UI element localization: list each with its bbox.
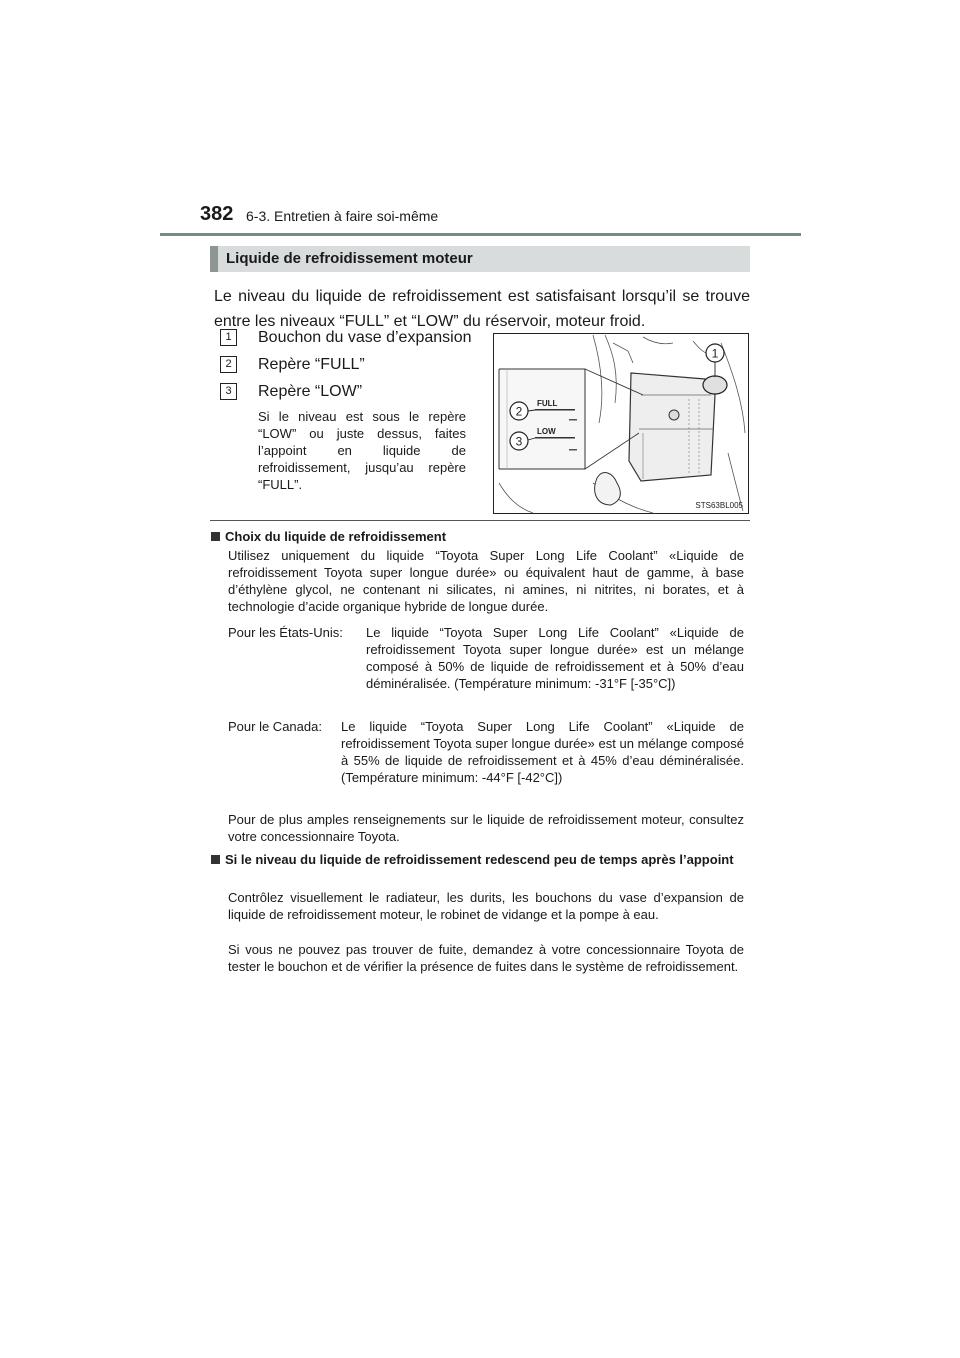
choix-title: Choix du liquide de refroidissement: [225, 529, 447, 544]
full-mark: FULL: [537, 399, 558, 408]
choix-more: Pour de plus amples renseignements sur le liquide de refroidissement moteur, consultez votre concessionnaire Toyota.: [228, 812, 744, 844]
us-text: Le liquide “Toyota Super Long Life Coolant” «Liquide de refroidissement Toyota super longue durée» est un mélange composé à 50% de liquide de refroidissement et à 50% d’eau déminéralisée. (Température minimum: -31°F [-35°C]): [366, 625, 744, 691]
redescend-title: Si le niveau du liquide de refroidissement redescend peu de temps après l’appoint: [225, 852, 734, 867]
section-separator: [210, 520, 750, 521]
redescend-body-2: Si vous ne pouvez pas trouver de fuite, demandez à votre concessionnaire Toyota de tester le bouchon et de vérifier la présence de fuites dans le système de refroidissement.: [228, 942, 744, 974]
refill-note: Si le niveau est sous le repère “LOW” ou juste dessus, faites l’appoint en liquide de refroidissement, jusqu’au repère “FULL”.: [258, 409, 466, 492]
svg-text:2: 2: [515, 404, 523, 419]
item-2: [214, 352, 474, 376]
item-number: 3: [220, 383, 237, 400]
choix-heading: [211, 528, 751, 545]
banner-accent: [210, 246, 218, 272]
header-rule: [160, 233, 801, 236]
intro-paragraph: Le niveau du liquide de refroidissement est satisfaisant lorsqu’il se trouve entre les niveaux “FULL” et “LOW” du réservoir, moteur froid.: [214, 288, 750, 330]
item-number: 1: [220, 329, 237, 346]
item-label: Repère “LOW”: [258, 383, 363, 400]
item-3: [214, 379, 474, 403]
figure-code: STS63BL005: [695, 501, 743, 510]
us-label: Pour les États-Unis:: [228, 625, 343, 640]
expansion-tank-cap: [703, 376, 727, 394]
section-banner: [210, 246, 750, 272]
square-bullet-icon: [211, 532, 220, 541]
low-mark: LOW: [537, 427, 556, 436]
square-bullet-icon: [211, 855, 220, 864]
canada-label: Pour le Canada:: [228, 719, 322, 734]
canada-text: Le liquide “Toyota Super Long Life Coolant” «Liquide de refroidissement Toyota super longue durée» est un mélange composé à 55% de liquide de refroidissement et à 45% d’eau déminéralisée. (Température minimum: -44°F [-42°C]): [341, 719, 744, 785]
svg-text:3: 3: [515, 434, 523, 449]
redescend-body-1: Contrôlez visuellement le radiateur, les durits, les bouchons du vase d’expansion de liquide de refroidissement moteur, le robinet de vidange et la pompe à eau.: [228, 890, 744, 922]
choix-body: Utilisez uniquement du liquide “Toyota Super Long Life Coolant” «Liquide de refroidissement Toyota super longue durée» ou équivalent haut de gamme, à base d’éthylène glycol, ne contenant ni silicates, ni amines, ni nitrites, ni borates, et à technologie d’acide organique hybride de longue durée.: [228, 548, 744, 614]
coolant-reservoir-illustration: [493, 333, 749, 514]
item-label: Repère “FULL”: [258, 356, 365, 373]
redescend-heading: [211, 851, 747, 868]
item-number: 2: [220, 356, 237, 373]
page-number: 382: [200, 203, 234, 225]
svg-text:1: 1: [711, 346, 719, 361]
banner-title: Liquide de refroidissement moteur: [226, 250, 473, 267]
item-label: Bouchon du vase d’expansion: [258, 329, 472, 346]
section-title: 6-3. Entretien à faire soi-même: [246, 208, 439, 224]
item-1: [214, 325, 474, 349]
